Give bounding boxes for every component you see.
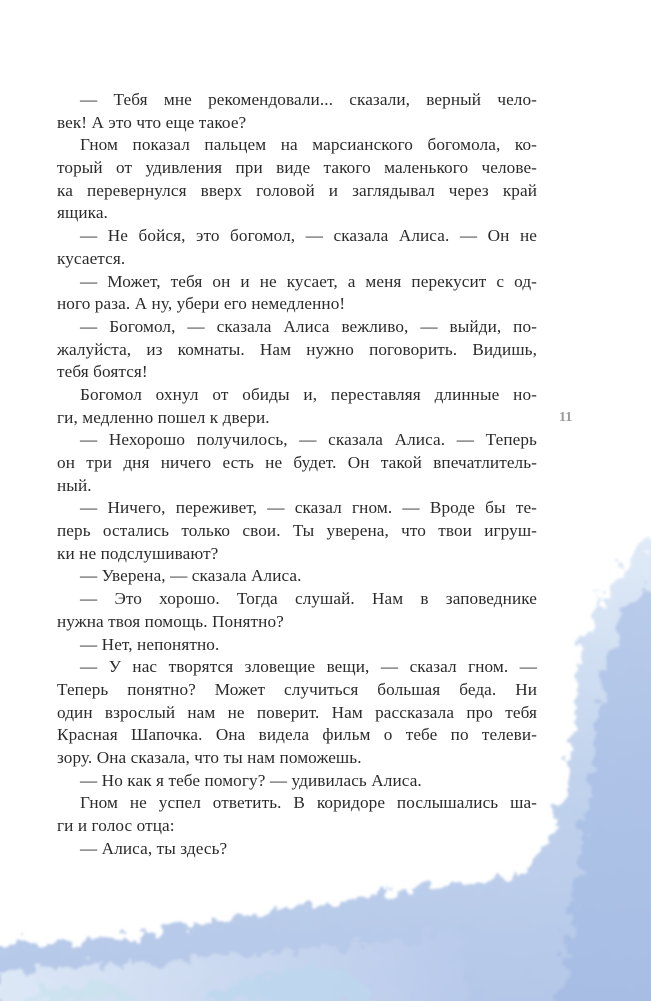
text-line: торый от удивления при виде такого маленького челове-	[57, 158, 537, 178]
text-line: — Это хорошо. Тогда слушай. Нам в заповеднике	[80, 589, 537, 609]
text-line: — У нас творятся зловещие вещи, — сказал гном. —	[80, 657, 537, 677]
text-line: один взрослый нам не поверит. Нам рассказала про тебя	[57, 702, 537, 722]
text-line: — Ничего, переживет, — сказал гном. — Вроде бы те-	[80, 498, 537, 518]
text-line: ка перевернулся вверх головой и заглядывал через край	[57, 180, 537, 200]
text-line: — Тебя мне рекомендовали... сказали, верный чело-	[80, 90, 537, 109]
text-line: — Нет, непонятно.	[80, 634, 220, 654]
text-line: ный.	[57, 475, 92, 495]
text-line: жалуйста, из комнаты. Нам нужно поговорить. Видишь,	[57, 339, 537, 359]
text-line: — Богомол, — сказала Алиса вежливо, — выйди, по-	[80, 316, 537, 336]
text-line: — Алиса, ты здесь?	[80, 838, 228, 858]
text-line: перь остались только свои. Ты уверена, что твои игруш-	[57, 521, 537, 541]
text-line: ги и голос отца:	[57, 816, 175, 835]
text-line: он три дня ничего есть не будет. Он такой впечатлитель-	[57, 453, 537, 472]
text-line: ги, медленно пошел к двери.	[57, 407, 270, 427]
text-line: век! А это что еще такое?	[57, 112, 247, 132]
text-line: — Не бойся, это богомол, — сказала Алиса. — Он не	[80, 226, 537, 246]
text-line: Богомол охнул от обиды и, переставляя длинные но-	[80, 384, 537, 404]
text-line: Красная Шапочка. Она видела фильм о тебе по телеви-	[57, 725, 537, 745]
text-line: Теперь понятно? Может случиться большая беда. Ни	[57, 679, 537, 699]
body-text	[57, 89, 537, 860]
text-line: Гном не успел ответить. В коридоре послышались ша-	[80, 793, 537, 813]
text-line: зору. Она сказала, что ты нам поможешь.	[57, 747, 362, 767]
text-line: ящика.	[57, 203, 108, 223]
text-line: ного раза. А ну, убери его немедленно!	[57, 294, 346, 314]
text-line: тебя боятся!	[57, 362, 148, 382]
text-line: кусается.	[57, 248, 126, 268]
text-line: Гном показал пальцем на марсианского богомола, ко-	[80, 135, 537, 155]
text-line: — Но как я тебе помогу? — удивилась Алиса.	[80, 770, 422, 790]
text-line: ки не подслушивают?	[57, 543, 219, 563]
page-number: 11	[559, 410, 573, 425]
text-line: нужна твоя помощь. Понятно?	[57, 611, 284, 631]
text-line: — Может, тебя он и не кусает, а меня перекусит с од-	[80, 271, 537, 291]
text-line: — Уверена, — сказала Алиса.	[80, 566, 302, 586]
text-line: — Нехорошо получилось, — сказала Алиса. — Теперь	[80, 430, 537, 450]
